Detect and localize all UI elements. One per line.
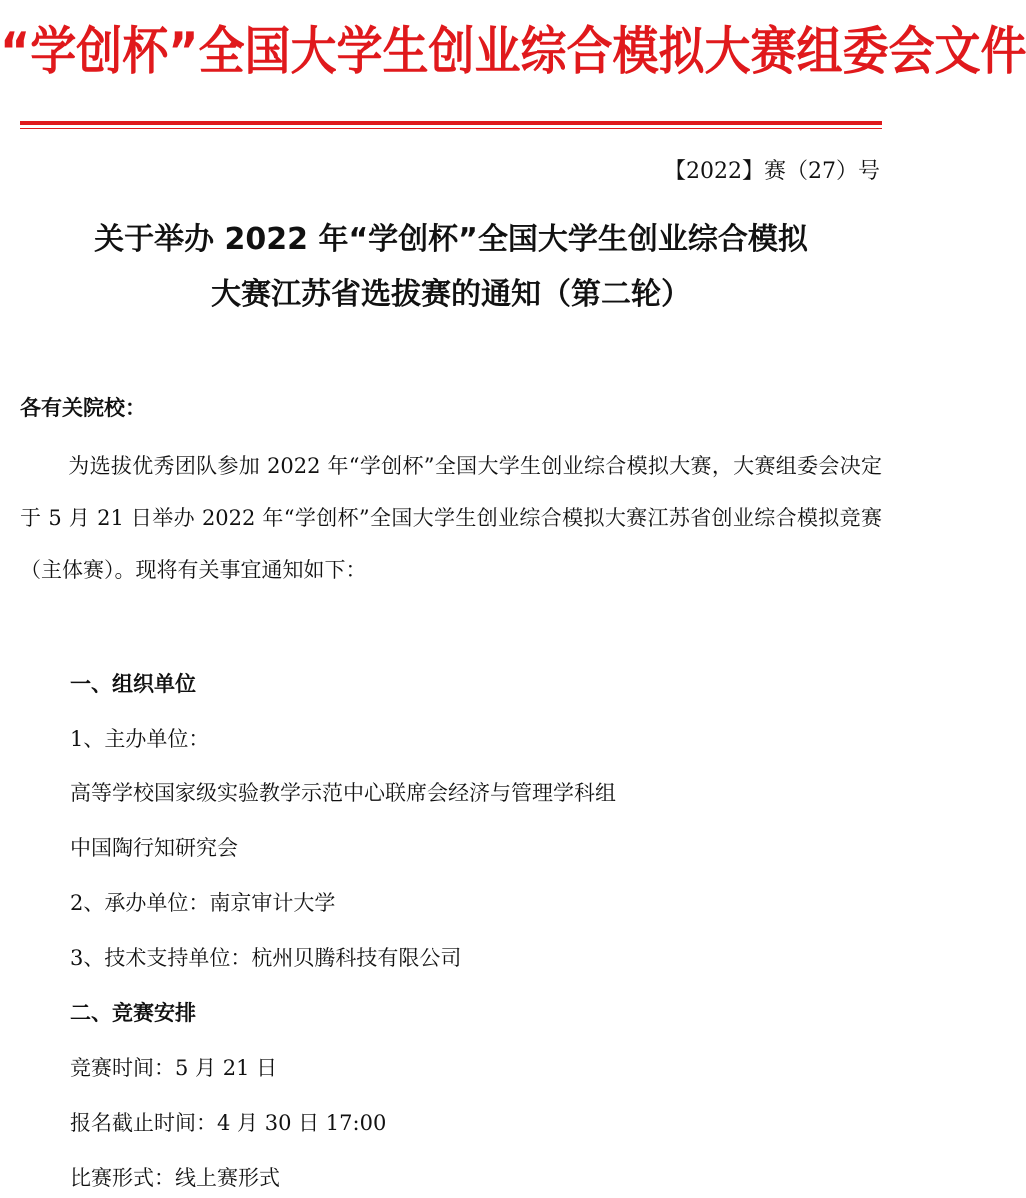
section-1-host-org-1: 高等学校国家级实验教学示范中心联席会经济与管理学科组 bbox=[70, 781, 616, 805]
document-title-line-2: 大赛江苏省选拔赛的通知（第二轮） bbox=[211, 277, 691, 312]
section-2-competition-format: 比赛形式：线上赛形式 bbox=[70, 1166, 280, 1190]
masthead-rule-thin bbox=[20, 128, 882, 129]
section-1-item-organizer: 2、承办单位：南京审计大学 bbox=[70, 891, 336, 915]
section-1-heading: 一、组织单位 bbox=[70, 672, 196, 696]
section-2-competition-time: 竞赛时间：5 月 21 日 bbox=[70, 1056, 278, 1080]
section-2-heading: 二、竞赛安排 bbox=[70, 1001, 196, 1025]
section-1-host-org-2: 中国陶行知研究会 bbox=[70, 836, 238, 860]
intro-paragraph-text: 为选拔优秀团队参加 2022 年“学创杯”全国大学生创业综合模拟大赛，大赛组委会决定于 5 月 21 日举办 2022 年“学创杯”全国大学生创业综合模拟大赛江苏省创业综合模拟竞赛（主体赛）。现将有关事宜通知如下： bbox=[20, 454, 882, 582]
section-1-item-host: 1、主办单位： bbox=[70, 727, 210, 751]
masthead-title: “学创杯”全国大学生创业综合模拟大赛组委会文件 bbox=[0, 20, 1026, 82]
intro-paragraph bbox=[20, 440, 882, 596]
masthead-rule-thick bbox=[20, 121, 882, 125]
salutation: 各有关院校： bbox=[20, 396, 146, 420]
document-title-line-1: 关于举办 2022 年“学创杯”全国大学生创业综合模拟 bbox=[94, 222, 808, 257]
document-number: 【2022】赛（27）号 bbox=[664, 159, 880, 184]
section-2-registration-deadline: 报名截止时间：4 月 30 日 17:00 bbox=[70, 1111, 387, 1135]
section-1-item-tech-support: 3、技术支持单位：杭州贝腾科技有限公司 bbox=[70, 946, 462, 970]
